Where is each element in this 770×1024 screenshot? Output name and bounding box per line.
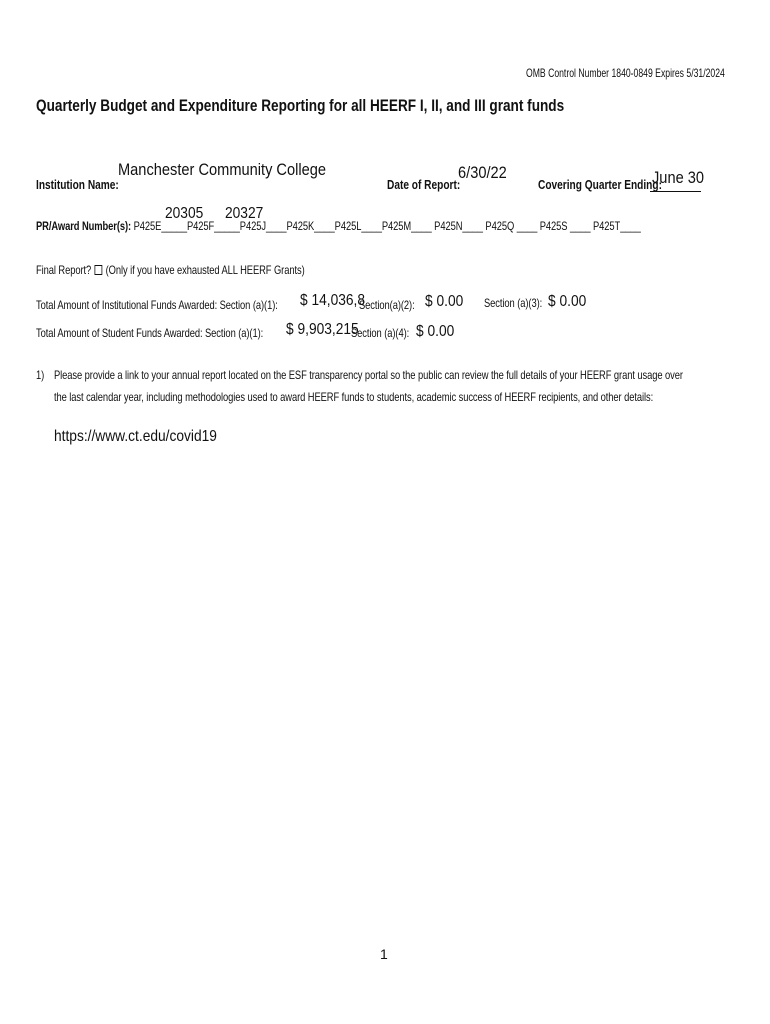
award-numbers-row	[36, 219, 641, 233]
final-report-checkbox[interactable]	[94, 265, 102, 275]
final-report-row	[36, 263, 305, 277]
institutional-funds-field[interactable]: $ 14,036,8	[300, 292, 366, 309]
section-a2-field[interactable]: $ 0.00	[425, 293, 464, 310]
section-a3-label: Section (a)(3):	[484, 296, 543, 310]
award-numbers-label: PR/Award Number(s):	[36, 219, 132, 233]
question-number: 1)	[36, 368, 45, 382]
award-p425e-field[interactable]: 20305	[165, 205, 204, 222]
student-funds-field[interactable]: $ 9,903,215	[286, 321, 359, 338]
section-a4-field[interactable]: $ 0.00	[416, 323, 455, 340]
annual-report-link-field[interactable]: https://www.ct.edu/covid19	[54, 428, 217, 445]
section-a3-field[interactable]: $ 0.00	[548, 293, 587, 310]
award-p425f-field[interactable]: 20327	[225, 205, 264, 222]
covering-quarter-field[interactable]: June 30	[652, 168, 705, 187]
student-funds-label: Total Amount of Student Funds Awarded: Section (a)(1):	[36, 326, 264, 340]
date-of-report-label: Date of Report:	[387, 177, 461, 192]
institutional-funds-label: Total Amount of Institutional Funds Awarded: Section (a)(1):	[36, 298, 278, 312]
omb-control-number: OMB Control Number 1840-0849 Expires 5/31/2024	[526, 66, 725, 80]
institution-name-field[interactable]: Manchester Community College	[118, 160, 327, 179]
section-a4-label: Section (a)(4):	[351, 326, 410, 340]
covering-quarter-underline	[650, 191, 701, 192]
page-number: 1	[380, 946, 388, 962]
final-report-note: (Only if you have exhausted ALL HEERF Grants)	[105, 263, 305, 277]
covering-quarter-label: Covering Quarter Ending:	[538, 177, 662, 192]
award-p425e: P425E_____	[133, 219, 187, 233]
date-of-report-field[interactable]: 6/30/22	[458, 163, 507, 182]
final-report-label: Final Report?	[36, 263, 92, 277]
question-text-line1: Please provide a link to your annual report located on the ESF transparency portal so the public can review the full details of your HEERF grant usage over	[54, 368, 683, 382]
institution-name-label: Institution Name:	[36, 177, 119, 192]
page-title: Quarterly Budget and Expenditure Reporting for all HEERF I, II, and III grant funds	[36, 96, 565, 115]
award-p425f: P425F_____	[186, 219, 240, 233]
question-text-line2: the last calendar year, including methodologies used to award HEERF funds to students, academic success of HEERF recipients, and other details:	[54, 390, 654, 404]
section-a2-label: Section(a)(2):	[359, 298, 415, 312]
award-rest: P425J____P425K____P425L____P425M____ P425N____ P425Q ____ P425S ____ P425T____	[239, 219, 641, 233]
